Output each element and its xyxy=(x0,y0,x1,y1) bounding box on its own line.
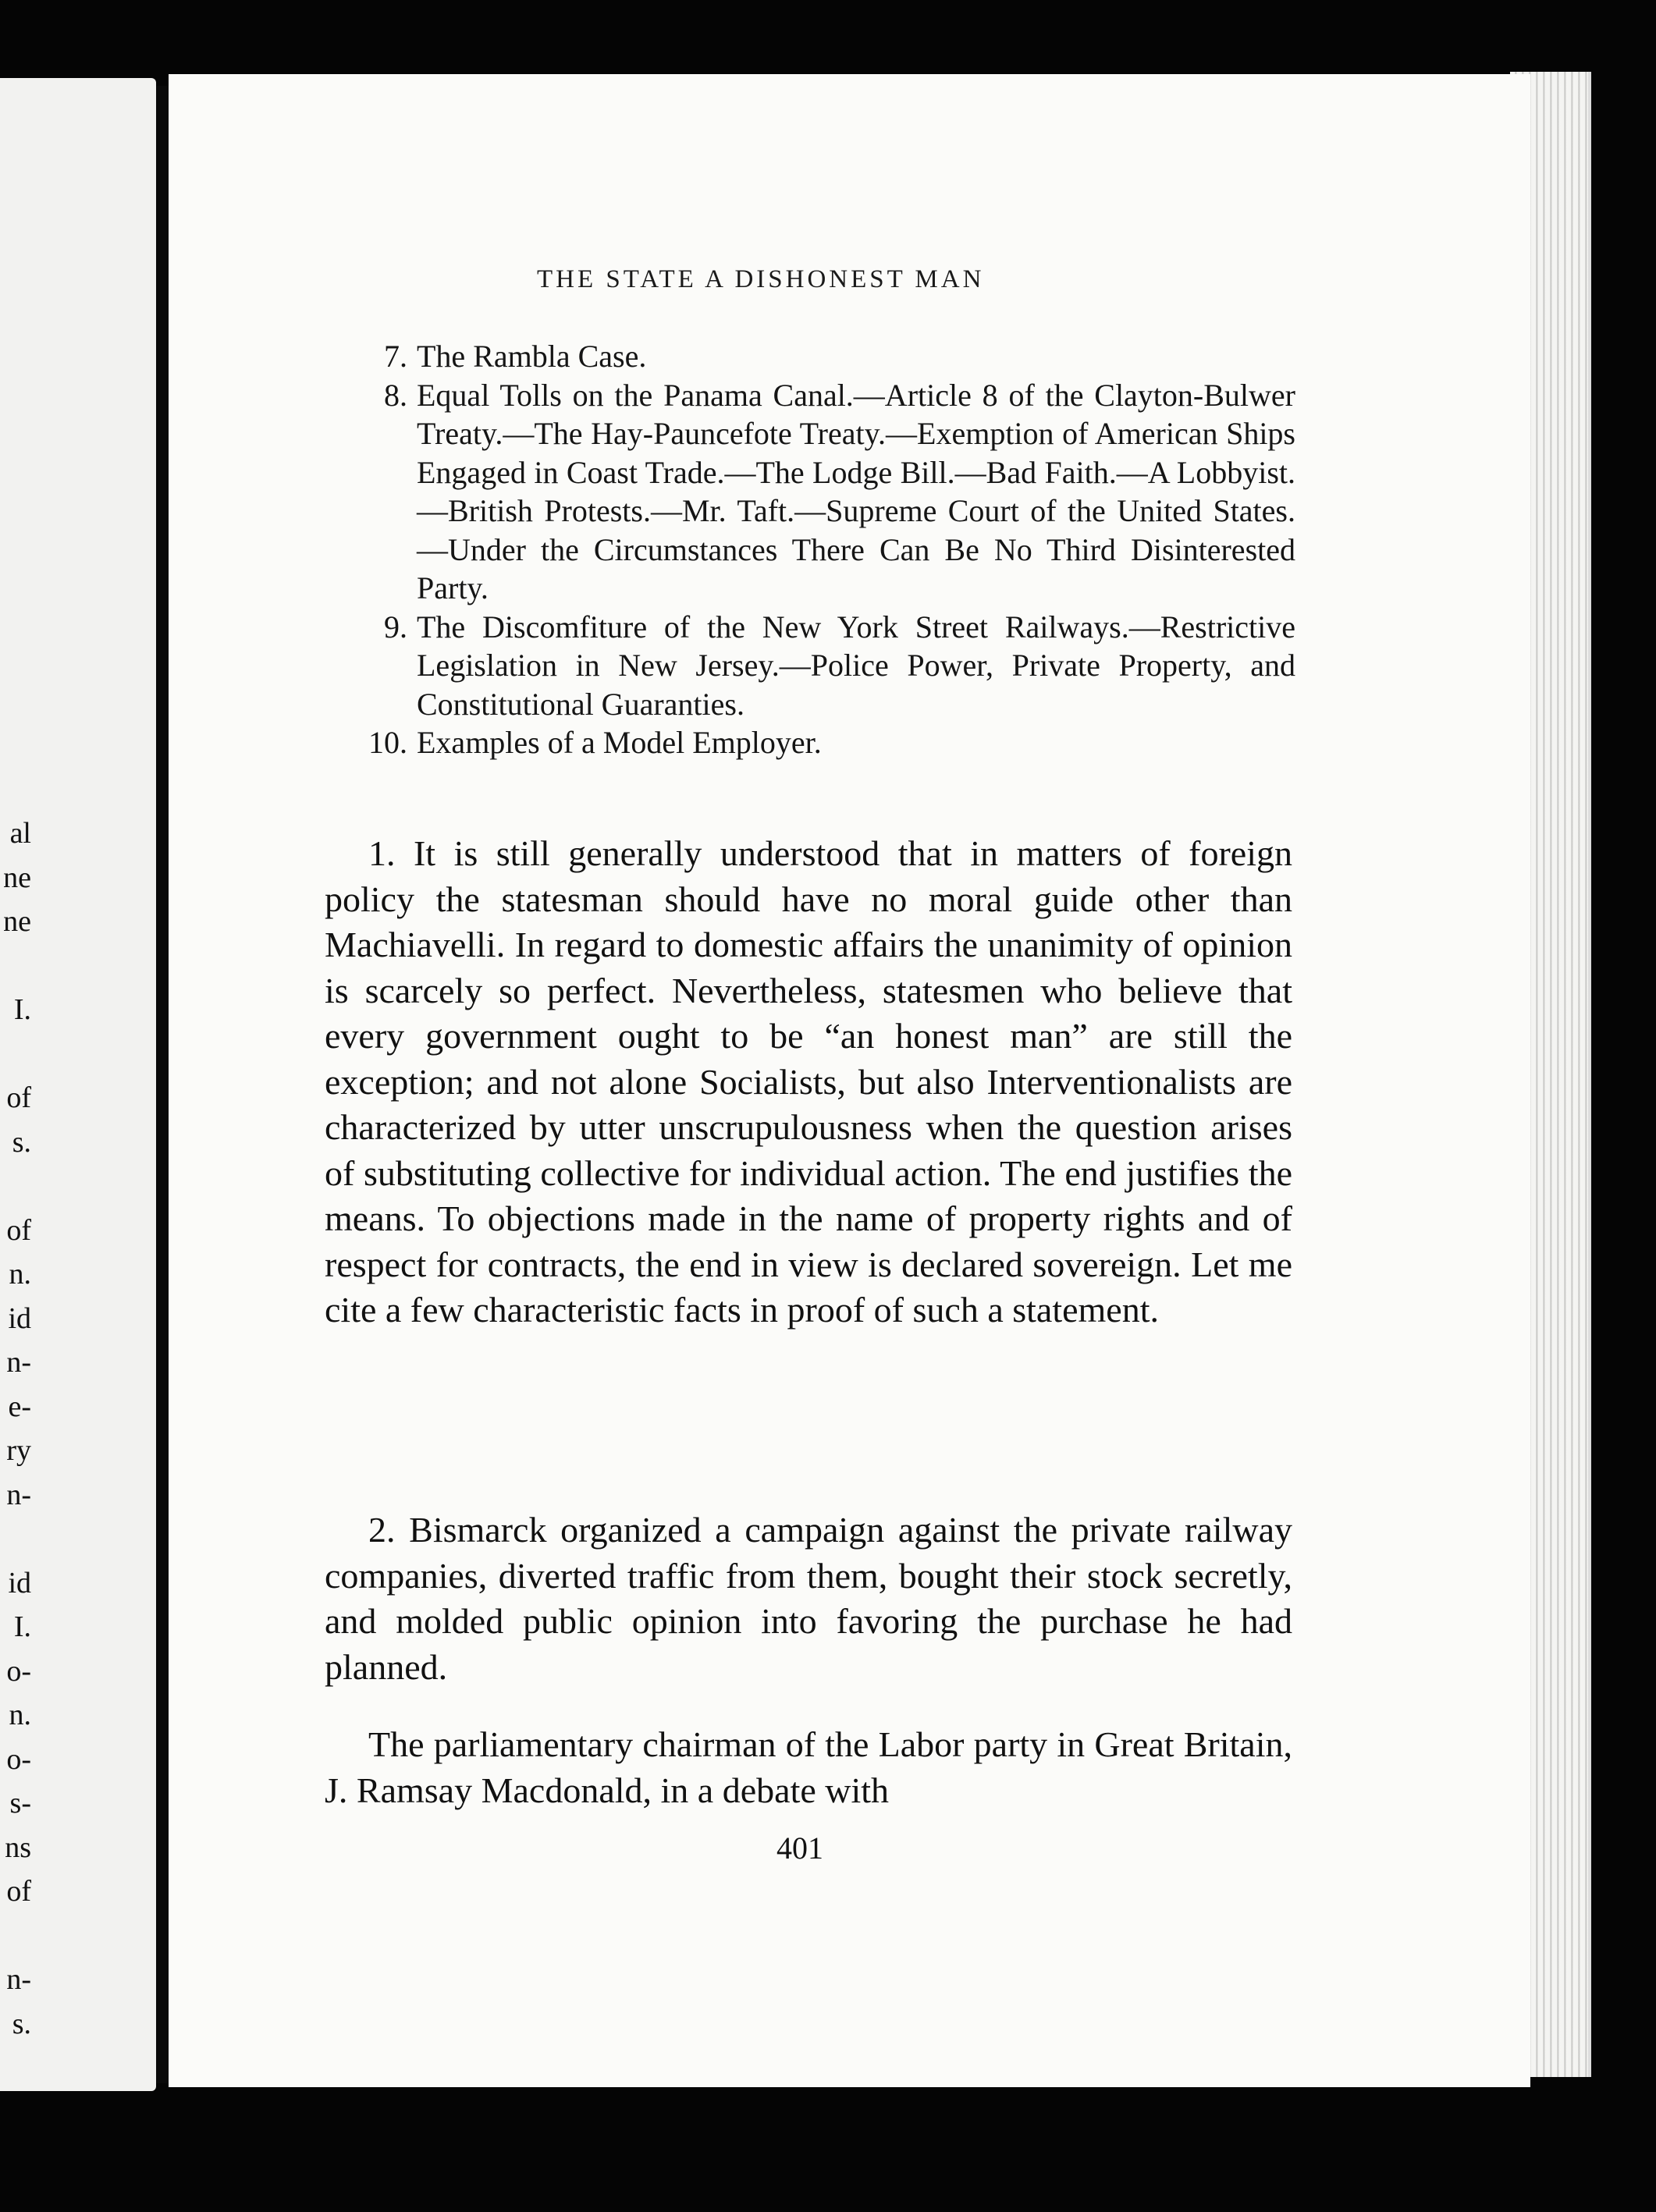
left-fragment: n- xyxy=(6,1478,31,1511)
paragraph-text: 1. It is still generally understood that in matters of foreign policy the statesman should have no moral guide other than Machiavelli. In regard to domestic affairs the unanimity of opinion is scarcely so perfect. Nevertheless, statesmen who believe that every government ought to be “an honest man” are still the exception; and not alone Socialists, but also Interventionalists are characterized by utter unscrupulousness when the question arises of substituting collective for individual action. The end justifies the means. To objections made in the name of property rights and of respect for contracts, the end in view is declared sovereign. Let me cite a few characteristic facts in proof of such a statement. xyxy=(325,833,1292,1330)
list-item-text: Examples of a Model Employer. xyxy=(417,725,822,760)
left-fragment: of xyxy=(6,1081,31,1114)
body-paragraph-2 xyxy=(325,1507,1292,1690)
left-fragment: of xyxy=(6,1875,31,1908)
left-fragment: n. xyxy=(9,1258,31,1291)
left-fragment: id xyxy=(8,1301,31,1335)
left-fragment xyxy=(0,1517,31,1561)
list-item-number: 7. xyxy=(384,339,407,374)
left-fragment: n- xyxy=(6,1963,31,1996)
left-fragment: ne xyxy=(3,861,31,894)
left-fragment: I. xyxy=(13,1610,31,1643)
running-head: THE STATE A DISHONEST MAN xyxy=(537,265,985,293)
left-fragment xyxy=(0,1164,31,1209)
left-fragment: s. xyxy=(12,2007,31,2040)
left-fragment: s. xyxy=(12,1125,31,1159)
book-gutter xyxy=(156,86,169,2083)
list-item-number: 8. xyxy=(384,377,407,413)
left-fragment: of xyxy=(6,1213,31,1247)
list-item-number: 9. xyxy=(384,609,407,644)
left-fragment: e- xyxy=(8,1390,31,1423)
list-item xyxy=(312,608,1295,724)
list-item-text: The Discomfiture of the New York Street Railways.—Restrictive Legislation in New Jersey.—Police Power, Private Property, and Constitutional Guaranties. xyxy=(417,609,1295,722)
chapter-contents-list xyxy=(312,337,1295,762)
left-facing-page xyxy=(0,78,156,2091)
left-fragment: n. xyxy=(9,1699,31,1731)
left-fragment: ns xyxy=(5,1830,31,1864)
list-item-text: The Rambla Case. xyxy=(417,339,647,374)
body-paragraph-3 xyxy=(325,1722,1292,1813)
list-item xyxy=(312,376,1295,608)
left-fragment: s- xyxy=(9,1787,31,1820)
list-item xyxy=(312,723,1295,762)
left-fragment: ne xyxy=(3,905,31,938)
paragraph-text: 2. Bismarck organized a campaign against the private railway companies, diverted traffic from them, bought their stock secretly, and molded public opinion into favoring the purchase he had planned. xyxy=(325,1510,1292,1687)
list-item xyxy=(312,337,1295,376)
page-number: 401 xyxy=(776,1830,823,1866)
left-fragment xyxy=(0,1914,31,1958)
left-fragment: o- xyxy=(6,1654,31,1688)
left-fragment: id xyxy=(8,1566,31,1600)
left-fragment: I. xyxy=(13,993,31,1026)
list-item-number: 10. xyxy=(368,725,407,760)
left-fragment xyxy=(0,944,31,989)
left-fragment: al xyxy=(9,817,31,850)
paragraph-text: The parliamentary chairman of the Labor party in Great Britain, J. Ramsay Macdonald, in a debate with xyxy=(325,1724,1292,1810)
left-fragment: ry xyxy=(6,1434,31,1467)
body-paragraph-1 xyxy=(325,831,1292,1333)
left-fragment: n- xyxy=(6,1346,31,1379)
left-fragment: o- xyxy=(6,1742,31,1776)
list-item-text: Equal Tolls on the Panama Canal.—Article 8 of the Clayton-Bulwer Treaty.—The Hay-Pauncefote Treaty.—Exemption of American Ships Engaged in Coast Trade.—The Lodge Bill.—Bad Faith.—A Lobbyist.—British Protests.—Mr. Taft.—Supreme Court of the United States.—Under the Circumstances There Can Be No Third Disinterested Party. xyxy=(417,377,1295,605)
left-fragment xyxy=(0,1032,31,1077)
left-page-text-fragments xyxy=(0,811,31,2046)
